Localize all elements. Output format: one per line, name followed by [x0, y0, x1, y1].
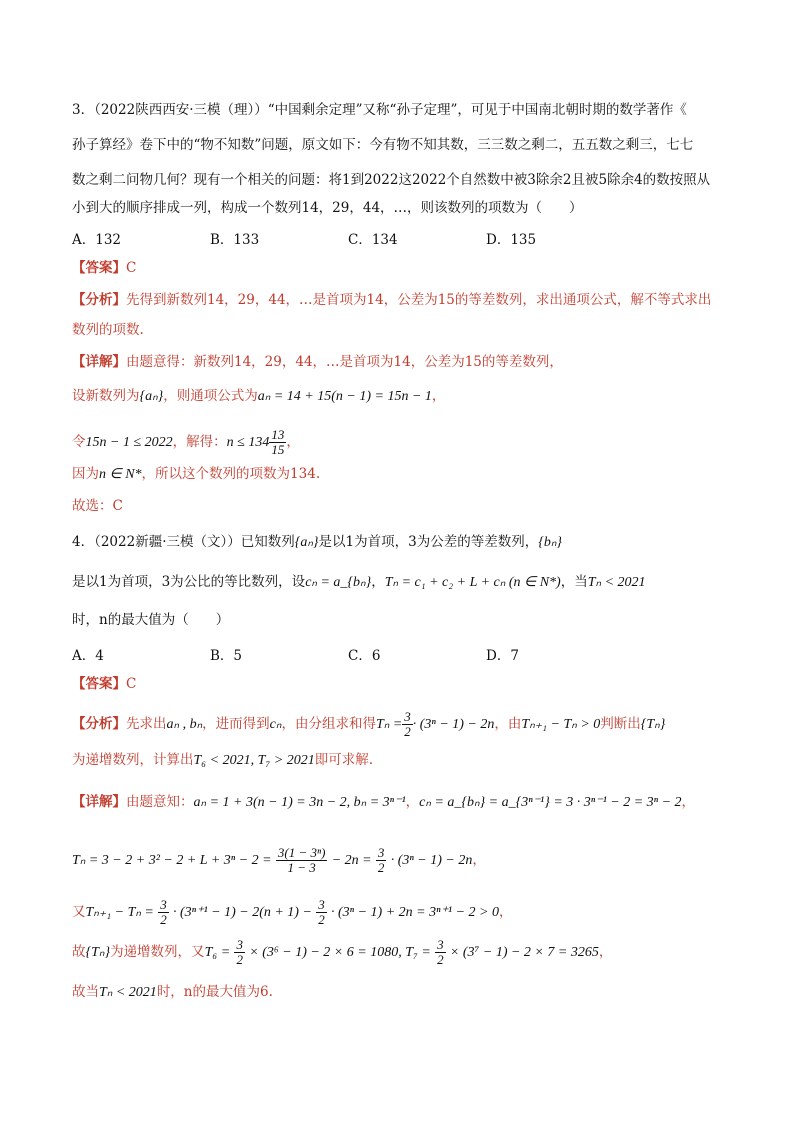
q3-detail-line-2	[72, 386, 445, 407]
answer-value: C	[126, 260, 137, 276]
math-expression: Tₙ < 2021	[99, 985, 157, 1000]
stem-text: ，	[371, 574, 385, 590]
fraction	[402, 710, 413, 739]
detail-text: 因为	[72, 466, 99, 482]
detail-text: ，则通项公式为	[163, 388, 258, 404]
math-expression: {Tₙ}	[640, 717, 666, 732]
detail-text: 设新数列为	[72, 388, 140, 404]
stem-text: 4．（2022新疆·三模（文））已知数列	[72, 534, 295, 550]
fraction	[234, 938, 245, 967]
q4-option-d: D．7	[486, 648, 519, 664]
math-expression: {aₙ}	[294, 535, 319, 550]
fraction-numerator: 3	[404, 709, 411, 724]
fraction-denominator: 2	[404, 724, 411, 739]
math-expression: Tₙ₊₁ − Tₙ > 0	[521, 717, 601, 732]
fraction-numerator: 3	[377, 845, 385, 860]
answer-tag: 【答案】	[72, 676, 126, 692]
fraction-denominator: 2	[437, 952, 444, 967]
fraction	[158, 898, 169, 927]
math-expression: · (3ⁿ⁺¹ − 1) − 2(n + 1) −	[172, 905, 312, 920]
math-expression: Tₙ = c₁ + c₂ + L + cₙ (n ∈ N*)	[384, 575, 561, 590]
q4-detail-line-4	[72, 938, 612, 967]
math-expression: T₆ < 2021, T₇ > 2021	[193, 753, 315, 768]
analysis-text: 为递增数列，计算出	[72, 752, 194, 768]
analysis-text: 先求出	[126, 716, 167, 732]
q3-analysis-line-1	[72, 290, 711, 310]
fraction-denominator: 15	[271, 442, 285, 457]
fraction-numerator: 13	[271, 427, 285, 442]
q4-stem-line-1	[72, 532, 562, 553]
q4-option-a: A．4	[72, 648, 104, 664]
q3-option-a: A．132	[72, 232, 122, 248]
math-expression: cₙ = a_{bₙ} = a_{3ⁿ⁻¹} = 3 · 3ⁿ⁻¹ − 2 = 3ⁿ − 2	[419, 795, 682, 810]
q3-option-c: C．134	[348, 232, 398, 248]
math-expression: Tₙ₊₁ − Tₙ =	[85, 905, 154, 920]
fraction-numerator: 3	[437, 937, 444, 952]
q3-stem-line-4: 小到大的顺序排成一列，构成一个数列14，29，44，…，则该数列的项数为（ ）	[72, 200, 583, 216]
fraction	[435, 938, 446, 967]
math-expression: × (3⁷ − 1) − 2 × 7 = 3265	[449, 945, 599, 960]
q3-option-d: D．135	[486, 232, 537, 248]
fraction	[316, 898, 327, 927]
stem-text: ，当	[560, 574, 588, 590]
math-expression: aₙ , bₙ	[166, 717, 203, 732]
analysis-text: ，进而得到	[202, 716, 270, 732]
detail-text: 为递增数列，又	[110, 944, 205, 960]
detail-text: 故当	[72, 984, 99, 1000]
q3-option-b: B．133	[210, 232, 260, 248]
q3-detail-line-4	[72, 464, 320, 485]
math-expression: 15n − 1 ≤ 2022	[85, 435, 173, 450]
q4-stem-line-2	[72, 572, 646, 593]
math-expression: aₙ = 14 + 15(n − 1) = 15n − 1	[257, 389, 432, 404]
q3-stem-line-3: 数之剩二问物几何？现有一个相关的问题：将1到2022这2022个自然数中被3除余2且被5除余4的数按照从	[72, 172, 711, 188]
detail-text: ，	[286, 434, 300, 450]
detail-text: 故	[72, 944, 86, 960]
math-expression: n ≤ 134	[226, 435, 270, 450]
math-expression: {bₙ}	[538, 535, 562, 550]
math-expression: n ∈ N*	[99, 467, 142, 482]
q4-analysis-line-2	[72, 750, 373, 771]
fraction	[376, 846, 387, 875]
q4-option-c: C．6	[348, 648, 381, 664]
fraction-denominator: 2	[160, 912, 167, 927]
detail-text: ，	[431, 388, 446, 404]
detail-text: ，	[598, 944, 613, 960]
fraction-denominator: 2	[377, 860, 385, 875]
math-expression: aₙ = 1 + 3(n − 1) = 3n − 2, bₙ = 3ⁿ⁻¹	[193, 795, 406, 810]
detail-tag: 【详解】	[72, 354, 126, 370]
q3-detail-line-3	[72, 428, 300, 457]
math-expression: · (3ⁿ − 1) − 2n	[390, 853, 473, 868]
math-expression: {aₙ}	[139, 389, 164, 404]
detail-text: ，	[472, 852, 486, 868]
fraction-numerator: 3	[236, 937, 243, 952]
detail-text: 由题意知：	[126, 794, 194, 810]
fraction	[269, 428, 286, 457]
stem-text: 是以1为首项，3为公差的等差数列，	[318, 534, 539, 550]
analysis-text: 判断出	[600, 716, 641, 732]
math-expression: T₆ =	[204, 945, 231, 960]
analysis-text: ，由	[494, 716, 522, 732]
math-expression: cₙ	[269, 717, 282, 732]
detail-text: 时，n的最大值为6.	[156, 984, 273, 1000]
detail-tag: 【详解】	[72, 794, 126, 810]
q3-detail-line-1	[72, 352, 563, 372]
detail-text: 令	[72, 434, 86, 450]
fraction	[276, 846, 328, 875]
stem-text: 是以1为首项，3为公比的等比数列，设	[72, 574, 306, 590]
detail-text: ，	[405, 794, 420, 810]
q3-stem-line-2: 孙子算经》卷下中的“物不知数”问题，原文如下：今有物不知其数，三三数之剩二，五五数之剩三，七七	[72, 137, 694, 153]
math-expression: · (3ⁿ − 1) + 2n = 3ⁿ⁺¹ − 2 > 0	[331, 905, 499, 920]
q4-detail-line-1	[72, 792, 695, 813]
q4-detail-line-3	[72, 898, 512, 927]
analysis-tag: 【分析】	[72, 716, 126, 732]
detail-text: 又	[72, 904, 86, 920]
detail-text: ，解得：	[172, 434, 227, 450]
fraction-denominator: 1 − 3	[287, 860, 316, 875]
q4-option-b: B．5	[210, 648, 243, 664]
analysis-tag: 【分析】	[72, 292, 126, 308]
detail-text: ，	[498, 904, 513, 920]
math-expression: Tₙ = 3 − 2 + 3² − 2 + L + 3ⁿ − 2 =	[72, 853, 272, 868]
math-expression: {Tₙ}	[85, 945, 111, 960]
math-expression: × (3⁶ − 1) − 2 × 6 = 1080, T₇ =	[249, 945, 431, 960]
detail-text: 由题意得：新数列14，29，44，…是首项为14，公差为15的等差数列，	[126, 354, 563, 370]
fraction-denominator: 2	[236, 952, 243, 967]
q4-stem-line-3: 时，n的最大值为（ ）	[72, 612, 230, 628]
q3-choose: 故选：C	[72, 498, 123, 514]
q3-stem-line-1: 3．（2022陕西西安·三模（理））“中国剩余定理”又称“孙子定理”，可见于中国南北朝时期的数学著作《	[72, 102, 687, 118]
fraction-denominator: 2	[318, 912, 325, 927]
math-expression: Tₙ =	[375, 717, 403, 732]
q4-detail-line-2	[72, 846, 486, 875]
fraction-numerator: 3	[318, 897, 325, 912]
answer-tag: 【答案】	[72, 260, 126, 276]
fraction-numerator: 3	[160, 897, 167, 912]
detail-text: ，所以这个数列的项数为134.	[141, 466, 321, 482]
math-expression: cₙ = a_{bₙ}	[305, 575, 372, 590]
analysis-text: 先得到新数列14，29，44，…是首项为14，公差为15的等差数列，求出通项公式，解不等式求出	[126, 292, 712, 308]
q3-answer	[72, 258, 136, 278]
detail-text: ，	[681, 794, 696, 810]
q4-final-line	[72, 982, 273, 1003]
analysis-text: 即可求解.	[314, 752, 373, 768]
answer-value: C	[126, 676, 137, 692]
math-expression: · (3ⁿ − 1) − 2n	[412, 717, 495, 732]
q4-answer	[72, 674, 136, 694]
math-expression: Tₙ < 2021	[587, 575, 646, 590]
q3-analysis-line-2: 数列的项数.	[72, 322, 144, 338]
q4-analysis-line-1	[72, 710, 665, 739]
analysis-text: ，由分组求和得	[281, 716, 376, 732]
fraction-numerator: 3(1 − 3ⁿ)	[277, 845, 326, 860]
math-expression: − 2n =	[331, 853, 372, 868]
